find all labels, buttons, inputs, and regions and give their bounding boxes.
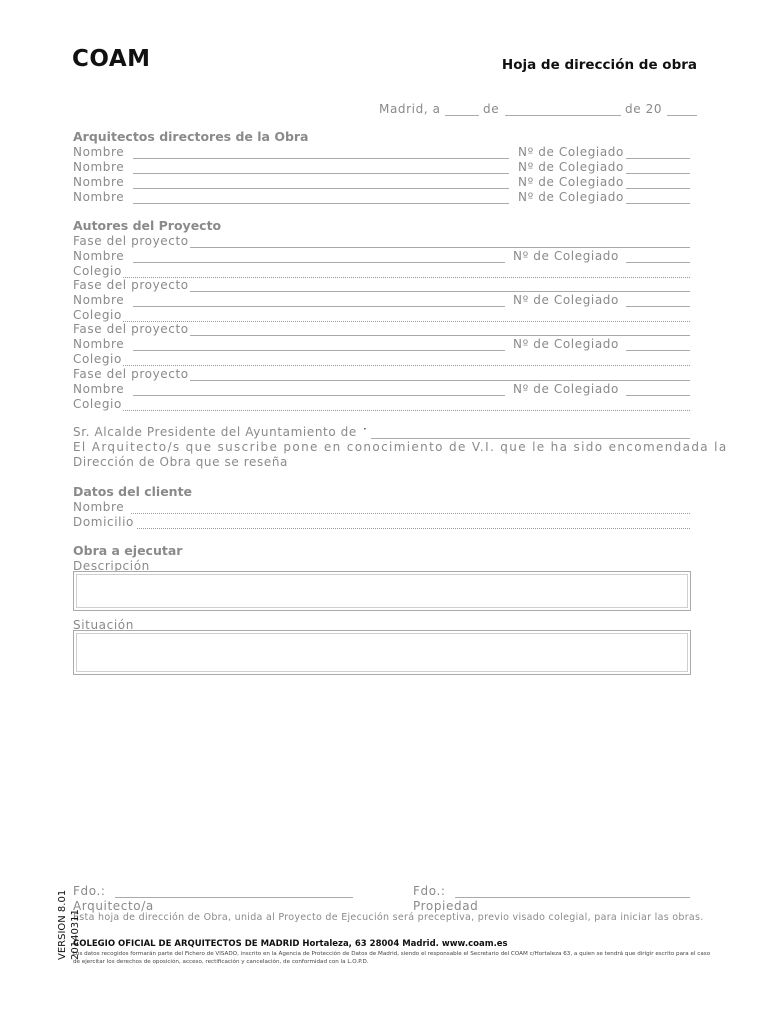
client-name-row (73, 500, 697, 515)
author-college-label: Colegio (73, 264, 122, 278)
author-name-row (73, 382, 697, 397)
director-name-field[interactable] (133, 173, 509, 174)
date-de-label: de (483, 102, 500, 116)
client-name-label: Nombre (73, 500, 125, 514)
author-phase-label: Fase del proyecto (73, 367, 189, 381)
date-place-label: Madrid, a (379, 102, 441, 116)
signature-fdo-architect: Fdo.: (73, 884, 106, 898)
date-year-label: de 20 (625, 102, 663, 116)
work-description-label: Descripción (73, 559, 150, 573)
date-line (73, 102, 697, 117)
mayor-label: Sr. Alcalde Presidente del Ayuntamiento de (73, 425, 357, 439)
author-colegiado-field[interactable] (626, 306, 690, 307)
author-name-field[interactable] (133, 306, 505, 307)
date-day-field[interactable] (445, 115, 479, 116)
work-description-box[interactable] (73, 571, 691, 611)
author-name-row (73, 293, 697, 308)
author-colegiado-field[interactable] (626, 395, 690, 396)
author-phase-field[interactable] (190, 335, 690, 336)
version-stamp (56, 890, 82, 960)
legal-note: Esta hoja de dirección de Obra, unida al Proyecto de Ejecución será preceptiva, previo visado colegial, para iniciar las obras. (73, 912, 704, 923)
author-phase-field[interactable] (190, 247, 690, 248)
client-address-row (73, 515, 697, 530)
director-name-field[interactable] (133, 188, 509, 189)
director-name-label: Nombre (73, 190, 125, 204)
author-phase-label: Fase del proyecto (73, 234, 189, 248)
author-college-row (73, 352, 697, 367)
author-name-label: Nombre (73, 337, 125, 351)
author-college-field[interactable] (123, 410, 690, 411)
author-college-label: Colegio (73, 397, 122, 411)
signature-role-architect: Arquitecto/a (73, 899, 154, 913)
mayor-marker: · (363, 422, 368, 436)
author-phase-field[interactable] (190, 380, 690, 381)
director-row (73, 190, 697, 205)
director-colegiado-label: Nº de Colegiado (518, 145, 624, 159)
author-college-label: Colegio (73, 308, 122, 322)
signature-fdo-owner: Fdo.: (413, 884, 446, 898)
author-colegiado-label: Nº de Colegiado (513, 337, 619, 351)
director-colegiado-field[interactable] (626, 188, 690, 189)
signature-row (73, 884, 697, 899)
author-college-row (73, 264, 697, 279)
mayor-paragraph-line2: Dirección de Obra que se reseña (73, 455, 289, 469)
author-name-label: Nombre (73, 249, 125, 263)
author-phase-label: Fase del proyecto (73, 322, 189, 336)
author-college-row (73, 308, 697, 323)
director-colegiado-label: Nº de Colegiado (518, 175, 624, 189)
signature-owner-field[interactable] (455, 897, 690, 898)
director-colegiado-field[interactable] (626, 158, 690, 159)
director-name-field[interactable] (133, 158, 509, 159)
author-name-field[interactable] (133, 350, 505, 351)
director-colegiado-label: Nº de Colegiado (518, 160, 624, 174)
mayor-row (73, 422, 697, 440)
author-phase-field[interactable] (190, 291, 690, 292)
author-name-field[interactable] (133, 395, 505, 396)
director-row (73, 145, 697, 160)
author-colegiado-label: Nº de Colegiado (513, 293, 619, 307)
date-year-field[interactable] (667, 115, 697, 116)
author-colegiado-label: Nº de Colegiado (513, 249, 619, 263)
author-name-row (73, 249, 697, 264)
author-name-label: Nombre (73, 293, 125, 307)
mayor-paragraph-line1: El Arquitecto/s que suscribe pone en conocimiento de V.I. que le ha sido encomendada la (73, 440, 728, 454)
author-college-row (73, 397, 697, 412)
director-row (73, 160, 697, 175)
director-name-label: Nombre (73, 175, 125, 189)
version-date: 20140311 (70, 909, 81, 960)
client-address-label: Domicilio (73, 515, 134, 529)
author-name-row (73, 337, 697, 352)
director-name-field[interactable] (133, 203, 509, 204)
directors-heading: Arquitectos directores de la Obra (73, 129, 309, 144)
author-colegiado-label: Nº de Colegiado (513, 382, 619, 396)
author-college-field[interactable] (123, 365, 690, 366)
authors-heading: Autores del Proyecto (73, 218, 222, 233)
author-phase-row (73, 234, 697, 249)
footer-privacy-text: Los datos recogidos formarán parte del Fichero de VISADO, inscrito en la Agencia de Protección de Datos de Madrid, siendo el responsable el Secretario del COAM c/Hortaleza 63, a quien se tendrá que dirigir escrito para el caso de ejercitar los derechos de oposición, acceso, rectificación y cancelación, de conformidad con la L.O.P.D. (73, 951, 711, 965)
director-colegiado-label: Nº de Colegiado (518, 190, 624, 204)
work-location-box[interactable] (73, 630, 691, 675)
director-name-label: Nombre (73, 160, 125, 174)
author-colegiado-field[interactable] (626, 350, 690, 351)
work-location-label: Situación (73, 618, 134, 632)
author-name-field[interactable] (133, 262, 505, 263)
client-name-field[interactable] (131, 513, 690, 514)
coam-logo: COAM (72, 46, 151, 72)
author-phase-label: Fase del proyecto (73, 278, 189, 292)
author-phase-row (73, 322, 697, 337)
signature-role-owner: Propiedad (413, 899, 479, 913)
version-number: VERSION 8.01 (57, 889, 68, 960)
client-heading: Datos del cliente (73, 484, 193, 499)
author-phase-row (73, 278, 697, 293)
document-title: Hoja de dirección de obra (501, 57, 697, 73)
director-row (73, 175, 697, 190)
work-heading: Obra a ejecutar (73, 543, 183, 558)
director-name-label: Nombre (73, 145, 125, 159)
author-name-label: Nombre (73, 382, 125, 396)
author-college-label: Colegio (73, 352, 122, 366)
author-colegiado-field[interactable] (626, 262, 690, 263)
footer-title: COLEGIO OFICIAL DE ARQUITECTOS DE MADRID Hortaleza, 63 28004 Madrid. www.coam.es (73, 939, 508, 949)
municipality-field[interactable] (371, 438, 690, 439)
signature-architect-field[interactable] (115, 897, 353, 898)
director-colegiado-field[interactable] (626, 173, 690, 174)
date-month-field[interactable] (505, 115, 621, 116)
director-colegiado-field[interactable] (626, 203, 690, 204)
client-address-field[interactable] (137, 528, 690, 529)
author-phase-row (73, 367, 697, 382)
